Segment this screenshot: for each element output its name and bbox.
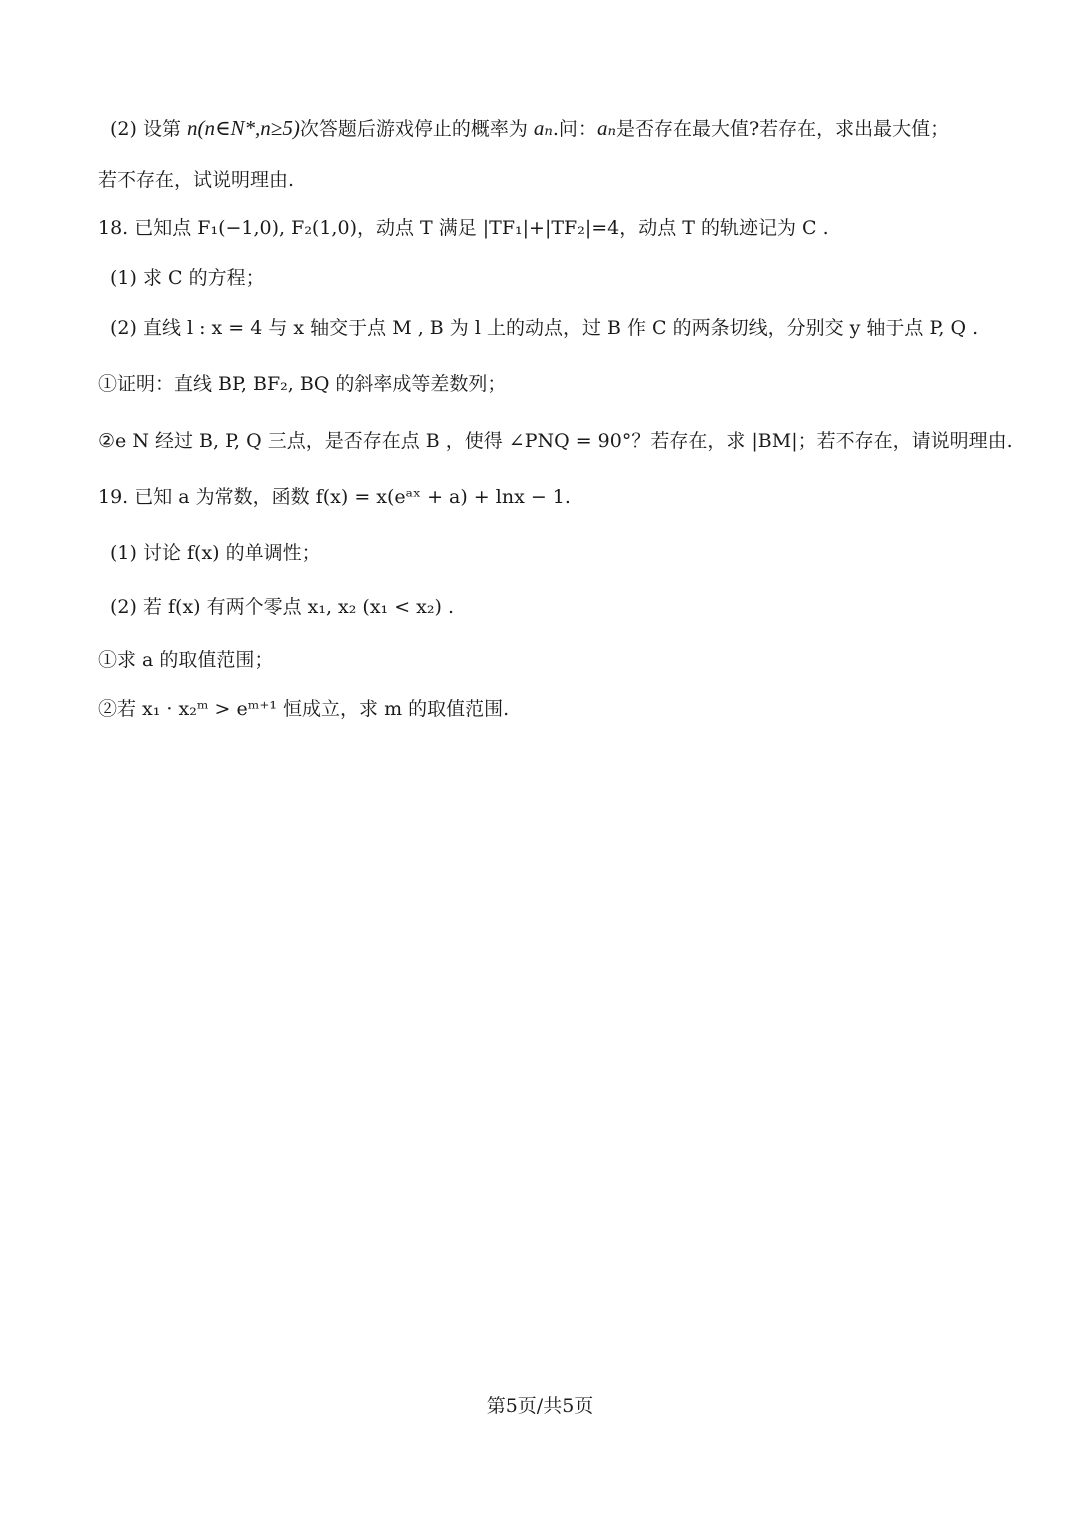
- question-19-part-2: (2) 若 f(x) 有两个零点 x₁, x₂ (x₁ < x₂) .: [110, 596, 454, 618]
- question-18-part-1: (1) 求 C 的方程；: [110, 267, 265, 289]
- question-18-stem: 18. 已知点 F₁(−1,0), F₂(1,0)，动点 T 满足 |TF₁|+|TF₂|=4，动点 T 的轨迹记为 C .: [98, 217, 829, 239]
- question-17-part-2-line-2: 若不存在，试说明理由.: [98, 169, 295, 191]
- question-19-part-2-sub-1: ①求 a 的取值范围；: [98, 649, 274, 671]
- question-19-stem: 19. 已知 a 为常数，函数 f(x) = x(eᵃˣ + a) + lnx − 1.: [98, 486, 571, 508]
- text-segment: 是否存在最大值?若存在，求出最大值；: [615, 118, 950, 140]
- question-18-part-2: (2) 直线 l : x = 4 与 x 轴交于点 M , B 为 l 上的动点，过 B 作 C 的两条切线，分别交 y 轴于点 P, Q .: [110, 317, 979, 339]
- math-expression: aₙ: [533, 116, 553, 140]
- question-19-part-2-sub-2: ②若 x₁ · x₂ᵐ > eᵐ⁺¹ 恒成立，求 m 的取值范围.: [98, 698, 510, 720]
- question-17-part-2-line-1: [110, 114, 990, 143]
- text-segment: .问：: [552, 118, 597, 140]
- math-expression: aₙ: [596, 116, 616, 140]
- page-footer: 第5页/共5页: [486, 1395, 594, 1417]
- text-segment: 次答题后游戏停止的概率为: [299, 118, 534, 140]
- question-18-part-2-sub-2: ②e N 经过 B, P, Q 三点，是否存在点 B ，使得 ∠PNQ = 90°？若存在，求 |BM|；若不存在，请说明理由.: [98, 430, 1013, 452]
- math-expression: n(n∈N*,n≥5): [187, 116, 300, 140]
- question-19-part-1: (1) 讨论 f(x) 的单调性；: [110, 542, 321, 564]
- question-18-part-2-sub-1: ①证明：直线 BP, BF₂, BQ 的斜率成等差数列；: [98, 373, 507, 395]
- text-segment: (2) 设第: [110, 118, 187, 140]
